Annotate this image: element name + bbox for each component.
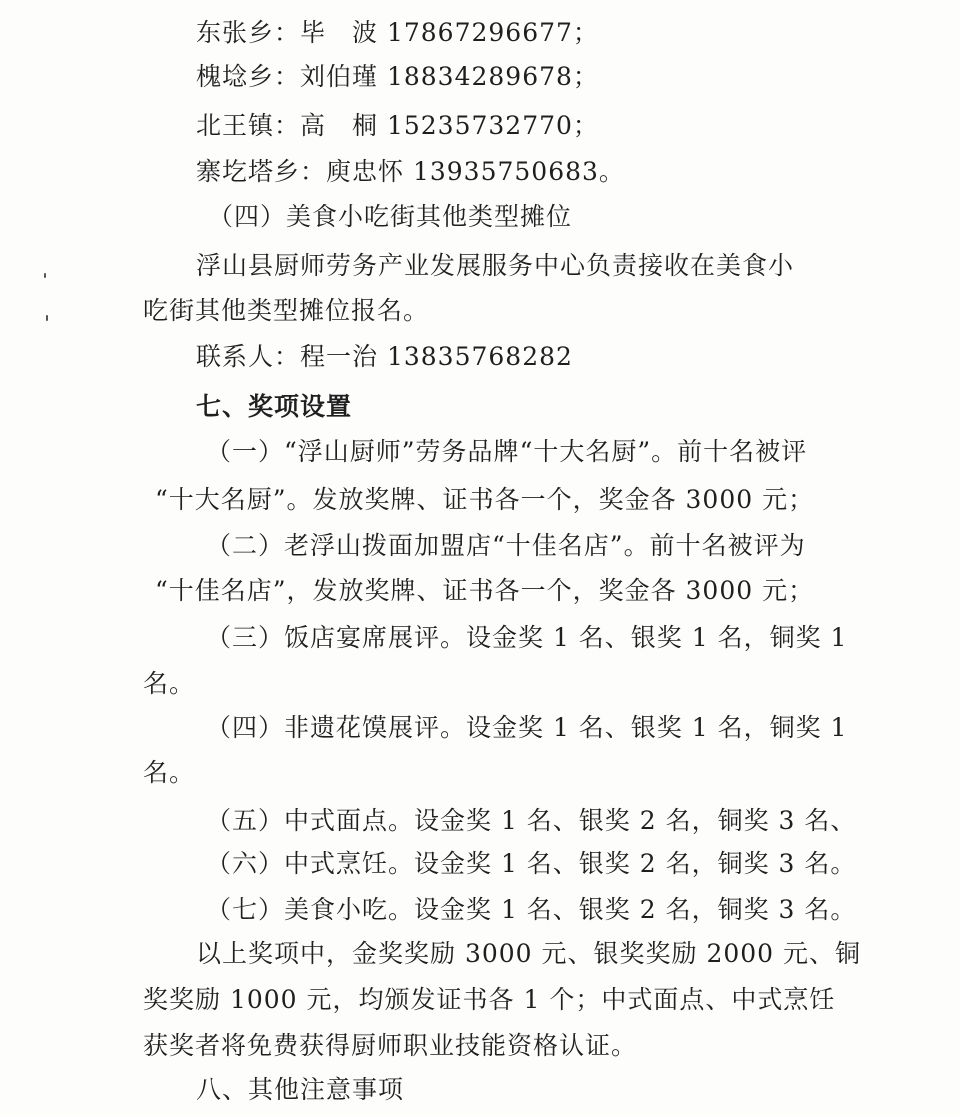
scan-speck [46, 315, 48, 321]
section4-heading: （四）美食小吃街其他类型摊位 [208, 202, 573, 231]
award-item5: （五）中式面点。设金奖 1 名、银奖 2 名，铜奖 3 名、 [206, 806, 857, 835]
award-item6: （六）中式烹饪。设金奖 1 名、银奖 2 名，铜奖 3 名。 [206, 849, 857, 878]
awards-heading: 七、奖项设置 [196, 392, 353, 421]
award-item4-line1: （四）非遗花馍展评。设金奖 1 名、银奖 1 名，铜奖 1 [206, 713, 848, 742]
awards-summary-line2: 奖奖励 1000 元，均颁发证书各 1 个；中式面点、中式烹饪 [143, 985, 836, 1014]
awards-summary-line1: 以上奖项中，金奖奖励 3000 元、银奖奖励 2000 元、铜 [196, 939, 862, 968]
award-item4-line2: 名。 [143, 758, 196, 787]
award-item3-line2: 名。 [143, 669, 196, 698]
awards-summary-line3: 获奖者将免费获得厨师职业技能资格认证。 [143, 1031, 638, 1060]
contact-dongzhang: 东张乡：毕 波 17867296677； [196, 18, 599, 47]
contact-huainian: 槐埝乡：刘伯瑾 18834289678； [196, 62, 599, 91]
award-item2-line2: “十佳名店”，发放奖牌、证书各一个，奖金各 3000 元； [155, 576, 815, 605]
contact-zhaigeta: 寨圪塔乡：庾忠怀 13935750683。 [196, 157, 625, 186]
section4-body-line1: 浮山县厨师劳务产业发展服务中心负责接收在美食小 [196, 251, 795, 280]
award-item7: （七）美食小吃。设金奖 1 名、银奖 2 名，铜奖 3 名。 [206, 895, 857, 924]
award-item2-line1: （二）老浮山拨面加盟店“十佳名店”。前十名被评为 [206, 531, 806, 560]
section4-contact: 联系人：程一治 13835768282 [196, 342, 573, 371]
scan-speck [44, 273, 46, 278]
award-item1-line1: （一）“浮山厨师”劳务品牌“十大名厨”。前十名被评 [206, 437, 808, 466]
award-item3-line1: （三）饭店宴席展评。设金奖 1 名、银奖 1 名，铜奖 1 [206, 623, 848, 652]
award-item1-line2: “十大名厨”。发放奖牌、证书各一个，奖金各 3000 元； [155, 485, 815, 514]
contact-beiwang: 北王镇：高 桐 15235732770； [196, 111, 599, 140]
section4-body-line2: 吃街其他类型摊位报名。 [143, 296, 430, 325]
section8-heading: 八、其他注意事项 [196, 1075, 405, 1104]
